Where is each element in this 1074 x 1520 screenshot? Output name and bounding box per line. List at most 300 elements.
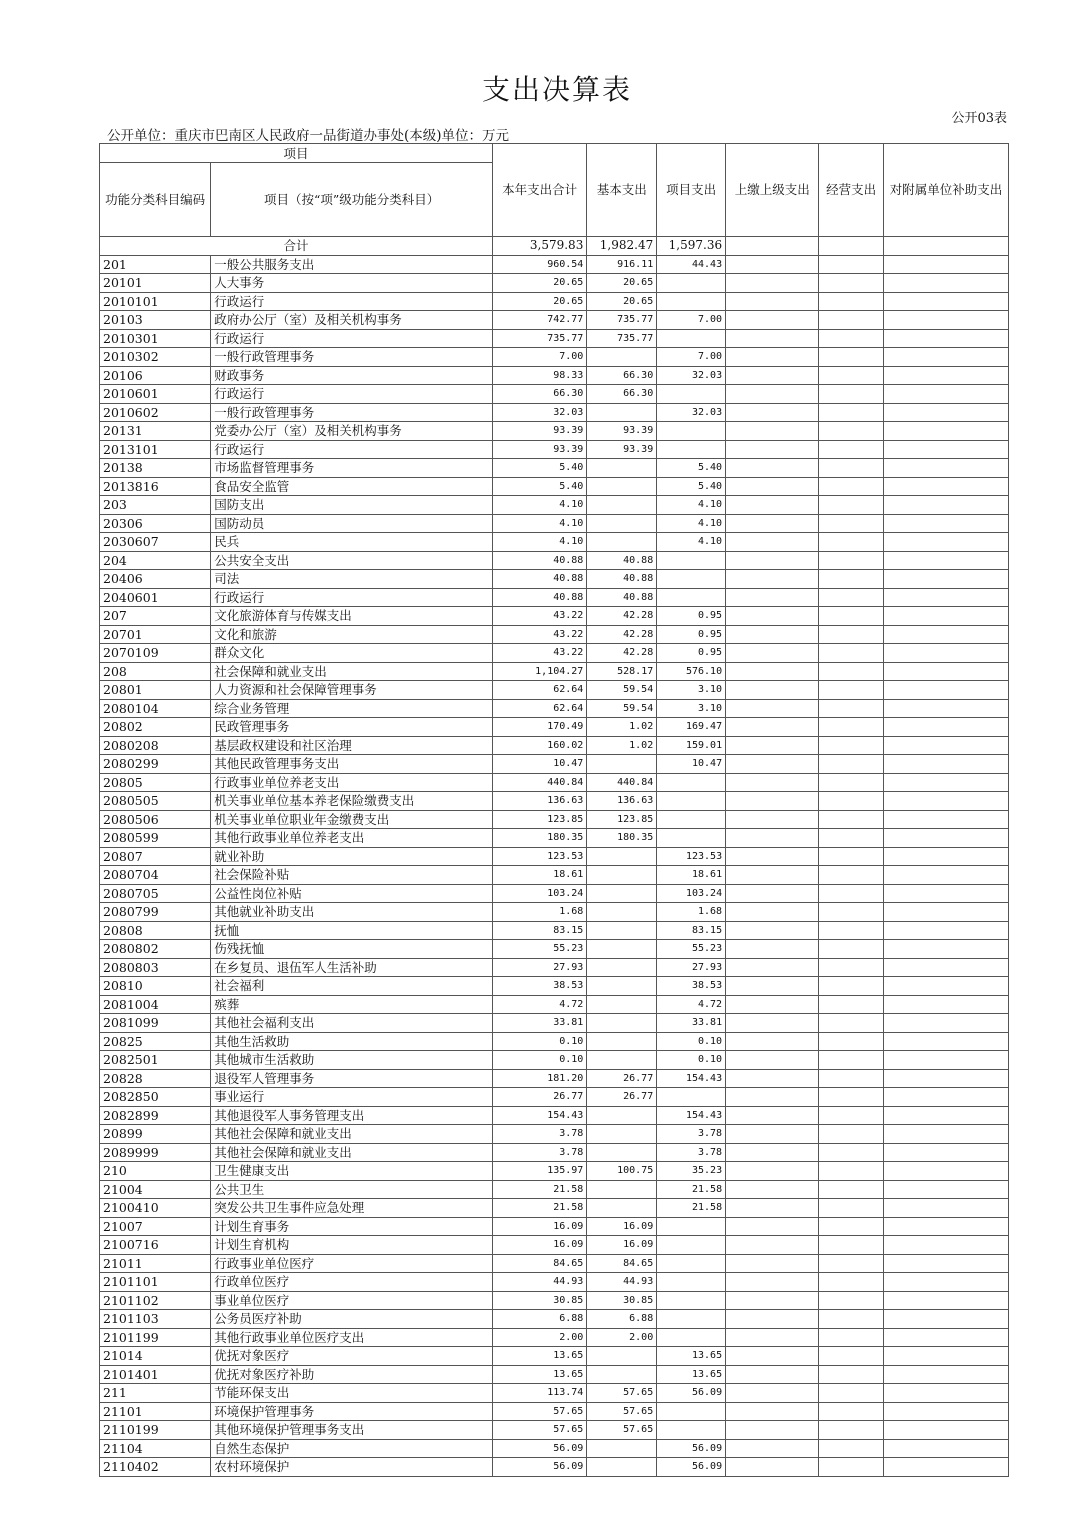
row-code: 2010601	[100, 385, 211, 404]
row-upper	[726, 533, 819, 552]
row-name: 其他退役军人事务管理支出	[211, 1106, 493, 1125]
row-operating	[819, 1051, 884, 1070]
row-total: 62.64	[493, 699, 587, 718]
row-code: 2100410	[100, 1199, 211, 1218]
row-subsidiary	[883, 348, 1008, 367]
row-project: 83.15	[657, 921, 726, 940]
row-name: 一般行政管理事务	[211, 403, 493, 422]
row-name: 伤残抚恤	[211, 940, 493, 959]
row-operating	[819, 1254, 884, 1273]
row-code: 207	[100, 607, 211, 626]
expenditure-table	[99, 143, 1009, 1477]
row-subsidiary	[883, 1125, 1008, 1144]
row-operating	[819, 477, 884, 496]
header-project-group: 项目	[100, 144, 493, 163]
row-code: 2013816	[100, 477, 211, 496]
table-row	[100, 681, 1009, 700]
table-row	[100, 403, 1009, 422]
row-code: 201	[100, 255, 211, 274]
table-row	[100, 1236, 1009, 1255]
row-operating	[819, 403, 884, 422]
row-subsidiary	[883, 847, 1008, 866]
row-name: 民兵	[211, 533, 493, 552]
row-basic: 30.85	[587, 1291, 657, 1310]
row-basic	[587, 866, 657, 885]
row-operating	[819, 588, 884, 607]
row-code: 2101101	[100, 1273, 211, 1292]
row-basic	[587, 1458, 657, 1477]
row-code: 20825	[100, 1032, 211, 1051]
row-name: 就业补助	[211, 847, 493, 866]
row-project: 33.81	[657, 1014, 726, 1033]
table-row	[100, 1088, 1009, 1107]
row-total: 735.77	[493, 329, 587, 348]
row-project: 13.65	[657, 1347, 726, 1366]
row-total: 0.10	[493, 1051, 587, 1070]
row-subsidiary	[883, 736, 1008, 755]
row-basic: 440.84	[587, 773, 657, 792]
row-code: 2100716	[100, 1236, 211, 1255]
row-project: 0.95	[657, 644, 726, 663]
row-code: 2082501	[100, 1051, 211, 1070]
row-name: 殡葬	[211, 995, 493, 1014]
row-subsidiary	[883, 329, 1008, 348]
row-code: 20701	[100, 625, 211, 644]
row-subsidiary	[883, 921, 1008, 940]
table-row	[100, 1384, 1009, 1403]
row-code: 2080704	[100, 866, 211, 885]
row-code: 21004	[100, 1180, 211, 1199]
row-project: 0.10	[657, 1032, 726, 1051]
row-basic: 40.88	[587, 588, 657, 607]
row-code: 20828	[100, 1069, 211, 1088]
row-subsidiary	[883, 1162, 1008, 1181]
row-operating	[819, 514, 884, 533]
row-upper	[726, 1421, 819, 1440]
row-basic: 6.88	[587, 1310, 657, 1329]
row-total: 18.61	[493, 866, 587, 885]
row-project: 4.10	[657, 514, 726, 533]
row-operating	[819, 551, 884, 570]
row-basic: 1.02	[587, 736, 657, 755]
row-operating	[819, 1328, 884, 1347]
row-name: 一般公共服务支出	[211, 255, 493, 274]
row-total: 84.65	[493, 1254, 587, 1273]
table-row	[100, 1402, 1009, 1421]
table-row	[100, 311, 1009, 330]
table-row	[100, 1328, 1009, 1347]
row-code: 2080705	[100, 884, 211, 903]
row-code: 2010602	[100, 403, 211, 422]
row-basic	[587, 1051, 657, 1070]
row-operating	[819, 1014, 884, 1033]
table-row	[100, 1014, 1009, 1033]
row-upper	[726, 440, 819, 459]
row-code: 2101103	[100, 1310, 211, 1329]
header-code: 功能分类科目编码	[100, 163, 211, 237]
row-operating	[819, 1421, 884, 1440]
header-total: 本年支出合计	[493, 144, 587, 237]
row-code: 2013101	[100, 440, 211, 459]
row-project: 0.95	[657, 607, 726, 626]
row-total: 43.22	[493, 625, 587, 644]
row-code: 2080208	[100, 736, 211, 755]
row-project: 1.68	[657, 903, 726, 922]
row-project	[657, 385, 726, 404]
row-total: 5.40	[493, 477, 587, 496]
table-row	[100, 422, 1009, 441]
row-code: 20807	[100, 847, 211, 866]
row-upper	[726, 385, 819, 404]
table-row	[100, 736, 1009, 755]
row-name: 其他生活救助	[211, 1032, 493, 1051]
row-basic	[587, 348, 657, 367]
table-row	[100, 1254, 1009, 1273]
row-upper	[726, 496, 819, 515]
row-project: 44.43	[657, 255, 726, 274]
row-total: 93.39	[493, 440, 587, 459]
row-name: 在乡复员、退伍军人生活补助	[211, 958, 493, 977]
row-name: 卫生健康支出	[211, 1162, 493, 1181]
row-total: 3.78	[493, 1143, 587, 1162]
row-name: 其他环境保护管理事务支出	[211, 1421, 493, 1440]
summary-project: 1,597.36	[657, 237, 726, 256]
row-name: 综合业务管理	[211, 699, 493, 718]
row-basic	[587, 977, 657, 996]
row-upper	[726, 1014, 819, 1033]
row-operating	[819, 1384, 884, 1403]
row-basic: 26.77	[587, 1088, 657, 1107]
row-upper	[726, 644, 819, 663]
row-project: 27.93	[657, 958, 726, 977]
row-upper	[726, 1051, 819, 1070]
row-name: 财政事务	[211, 366, 493, 385]
row-total: 10.47	[493, 755, 587, 774]
row-subsidiary	[883, 1347, 1008, 1366]
row-basic	[587, 533, 657, 552]
row-basic	[587, 1199, 657, 1218]
table-row	[100, 366, 1009, 385]
row-subsidiary	[883, 1069, 1008, 1088]
row-upper	[726, 514, 819, 533]
row-upper	[726, 366, 819, 385]
row-name: 市场监督管理事务	[211, 459, 493, 478]
row-subsidiary	[883, 1310, 1008, 1329]
row-code: 2040601	[100, 588, 211, 607]
row-basic: 20.65	[587, 292, 657, 311]
row-name: 机关事业单位职业年金缴费支出	[211, 810, 493, 829]
row-code: 2081004	[100, 995, 211, 1014]
table-row	[100, 903, 1009, 922]
row-project: 10.47	[657, 755, 726, 774]
row-code: 2080599	[100, 829, 211, 848]
row-project	[657, 588, 726, 607]
row-operating	[819, 496, 884, 515]
row-upper	[726, 422, 819, 441]
table-row	[100, 958, 1009, 977]
row-project: 32.03	[657, 366, 726, 385]
row-subsidiary	[883, 755, 1008, 774]
row-code: 21014	[100, 1347, 211, 1366]
row-upper	[726, 1310, 819, 1329]
row-project: 169.47	[657, 718, 726, 737]
row-project: 4.72	[657, 995, 726, 1014]
row-project: 0.95	[657, 625, 726, 644]
row-basic	[587, 1365, 657, 1384]
row-code: 2080802	[100, 940, 211, 959]
row-project: 7.00	[657, 348, 726, 367]
row-operating	[819, 366, 884, 385]
row-total: 960.54	[493, 255, 587, 274]
row-total: 13.65	[493, 1347, 587, 1366]
table-row	[100, 625, 1009, 644]
row-code: 21104	[100, 1439, 211, 1458]
header-name: 项目（按“项”级功能分类科目）	[211, 163, 493, 237]
row-subsidiary	[883, 1014, 1008, 1033]
table-row	[100, 1180, 1009, 1199]
row-basic	[587, 459, 657, 478]
table-row	[100, 1365, 1009, 1384]
row-basic: 26.77	[587, 1069, 657, 1088]
row-basic: 20.65	[587, 274, 657, 293]
row-total: 40.88	[493, 551, 587, 570]
row-basic: 123.85	[587, 810, 657, 829]
table-row	[100, 644, 1009, 663]
row-basic: 66.30	[587, 366, 657, 385]
row-basic: 180.35	[587, 829, 657, 848]
table-row	[100, 662, 1009, 681]
row-upper	[726, 1254, 819, 1273]
row-project: 56.09	[657, 1384, 726, 1403]
row-subsidiary	[883, 477, 1008, 496]
row-total: 160.02	[493, 736, 587, 755]
row-basic	[587, 1014, 657, 1033]
row-code: 21011	[100, 1254, 211, 1273]
row-subsidiary	[883, 607, 1008, 626]
row-basic	[587, 921, 657, 940]
row-subsidiary	[883, 1106, 1008, 1125]
row-subsidiary	[883, 1421, 1008, 1440]
row-upper	[726, 1458, 819, 1477]
row-upper	[726, 903, 819, 922]
row-total: 57.65	[493, 1421, 587, 1440]
row-upper	[726, 977, 819, 996]
row-upper	[726, 1384, 819, 1403]
row-operating	[819, 681, 884, 700]
row-code: 2101199	[100, 1328, 211, 1347]
table-row	[100, 255, 1009, 274]
row-subsidiary	[883, 1273, 1008, 1292]
row-code: 203	[100, 496, 211, 515]
row-operating	[819, 533, 884, 552]
row-upper	[726, 1088, 819, 1107]
row-basic: 66.30	[587, 385, 657, 404]
row-operating	[819, 1180, 884, 1199]
table-row	[100, 866, 1009, 885]
row-total: 98.33	[493, 366, 587, 385]
row-basic: 57.65	[587, 1402, 657, 1421]
row-basic: 735.77	[587, 329, 657, 348]
row-upper	[726, 681, 819, 700]
table-row	[100, 329, 1009, 348]
row-subsidiary	[883, 551, 1008, 570]
row-subsidiary	[883, 940, 1008, 959]
row-upper	[726, 459, 819, 478]
row-code: 2010301	[100, 329, 211, 348]
row-subsidiary	[883, 884, 1008, 903]
row-upper	[726, 1143, 819, 1162]
row-name: 其他社会福利支出	[211, 1014, 493, 1033]
row-subsidiary	[883, 1384, 1008, 1403]
row-subsidiary	[883, 1254, 1008, 1273]
row-project: 3.78	[657, 1125, 726, 1144]
row-upper	[726, 625, 819, 644]
row-operating	[819, 1069, 884, 1088]
row-basic	[587, 958, 657, 977]
row-subsidiary	[883, 1180, 1008, 1199]
row-project	[657, 829, 726, 848]
summary-subsidiary	[883, 237, 1008, 256]
row-subsidiary	[883, 1236, 1008, 1255]
row-code: 2080505	[100, 792, 211, 811]
row-project: 576.10	[657, 662, 726, 681]
row-code: 2070109	[100, 644, 211, 663]
row-name: 群众文化	[211, 644, 493, 663]
row-total: 43.22	[493, 644, 587, 663]
row-upper	[726, 1180, 819, 1199]
row-upper	[726, 1069, 819, 1088]
row-operating	[819, 311, 884, 330]
row-operating	[819, 329, 884, 348]
row-total: 40.88	[493, 570, 587, 589]
row-project: 3.10	[657, 681, 726, 700]
row-total: 136.63	[493, 792, 587, 811]
row-project	[657, 1402, 726, 1421]
row-name: 其他就业补助支出	[211, 903, 493, 922]
table-row	[100, 514, 1009, 533]
row-name: 司法	[211, 570, 493, 589]
row-operating	[819, 1402, 884, 1421]
row-total: 62.64	[493, 681, 587, 700]
table-row	[100, 995, 1009, 1014]
row-name: 退役军人管理事务	[211, 1069, 493, 1088]
row-upper	[726, 921, 819, 940]
row-basic	[587, 1143, 657, 1162]
row-name: 优抚对象医疗	[211, 1347, 493, 1366]
table-row	[100, 921, 1009, 940]
row-basic	[587, 903, 657, 922]
row-upper	[726, 1347, 819, 1366]
row-upper	[726, 718, 819, 737]
row-basic	[587, 847, 657, 866]
row-total: 30.85	[493, 1291, 587, 1310]
table-row	[100, 1310, 1009, 1329]
row-operating	[819, 736, 884, 755]
row-name: 公共安全支出	[211, 551, 493, 570]
row-code: 204	[100, 551, 211, 570]
row-operating	[819, 1458, 884, 1477]
row-code: 2082899	[100, 1106, 211, 1125]
row-total: 16.09	[493, 1236, 587, 1255]
row-name: 其他社会保障和就业支出	[211, 1143, 493, 1162]
row-operating	[819, 773, 884, 792]
table-row	[100, 1439, 1009, 1458]
row-upper	[726, 570, 819, 589]
row-name: 行政运行	[211, 292, 493, 311]
table-row	[100, 1143, 1009, 1162]
row-upper	[726, 1236, 819, 1255]
row-upper	[726, 884, 819, 903]
row-total: 4.72	[493, 995, 587, 1014]
row-code: 211	[100, 1384, 211, 1403]
row-name: 机关事业单位基本养老保险缴费支出	[211, 792, 493, 811]
row-operating	[819, 1032, 884, 1051]
row-operating	[819, 847, 884, 866]
page-title: 支出决算表	[481, 73, 632, 106]
row-subsidiary	[883, 588, 1008, 607]
row-name: 社会保障和就业支出	[211, 662, 493, 681]
row-code: 20306	[100, 514, 211, 533]
row-basic	[587, 1106, 657, 1125]
row-upper	[726, 1032, 819, 1051]
row-project	[657, 1088, 726, 1107]
row-code: 2030607	[100, 533, 211, 552]
row-operating	[819, 1439, 884, 1458]
row-upper	[726, 1199, 819, 1218]
row-name: 文化旅游体育与传媒支出	[211, 607, 493, 626]
row-operating	[819, 1273, 884, 1292]
summary-label: 合计	[100, 237, 493, 256]
row-total: 180.35	[493, 829, 587, 848]
row-total: 44.93	[493, 1273, 587, 1292]
row-total: 13.65	[493, 1365, 587, 1384]
row-total: 742.77	[493, 311, 587, 330]
row-total: 21.58	[493, 1199, 587, 1218]
summary-operating	[819, 237, 884, 256]
row-project: 35.23	[657, 1162, 726, 1181]
table-row	[100, 1273, 1009, 1292]
row-code: 20103	[100, 311, 211, 330]
row-subsidiary	[883, 1032, 1008, 1051]
table-row	[100, 718, 1009, 737]
row-upper	[726, 847, 819, 866]
row-operating	[819, 884, 884, 903]
row-project	[657, 810, 726, 829]
row-project	[657, 1236, 726, 1255]
row-subsidiary	[883, 422, 1008, 441]
row-basic: 59.54	[587, 699, 657, 718]
row-upper	[726, 1402, 819, 1421]
row-upper	[726, 829, 819, 848]
row-name: 计划生育事务	[211, 1217, 493, 1236]
row-total: 1.68	[493, 903, 587, 922]
row-total: 43.22	[493, 607, 587, 626]
row-project	[657, 792, 726, 811]
row-basic	[587, 496, 657, 515]
row-total: 123.53	[493, 847, 587, 866]
row-upper	[726, 311, 819, 330]
row-name: 行政运行	[211, 440, 493, 459]
row-operating	[819, 1088, 884, 1107]
row-basic: 735.77	[587, 311, 657, 330]
row-project: 4.10	[657, 496, 726, 515]
row-total: 66.30	[493, 385, 587, 404]
table-row	[100, 496, 1009, 515]
table-row	[100, 607, 1009, 626]
row-operating	[819, 958, 884, 977]
row-operating	[819, 348, 884, 367]
row-name: 行政运行	[211, 588, 493, 607]
